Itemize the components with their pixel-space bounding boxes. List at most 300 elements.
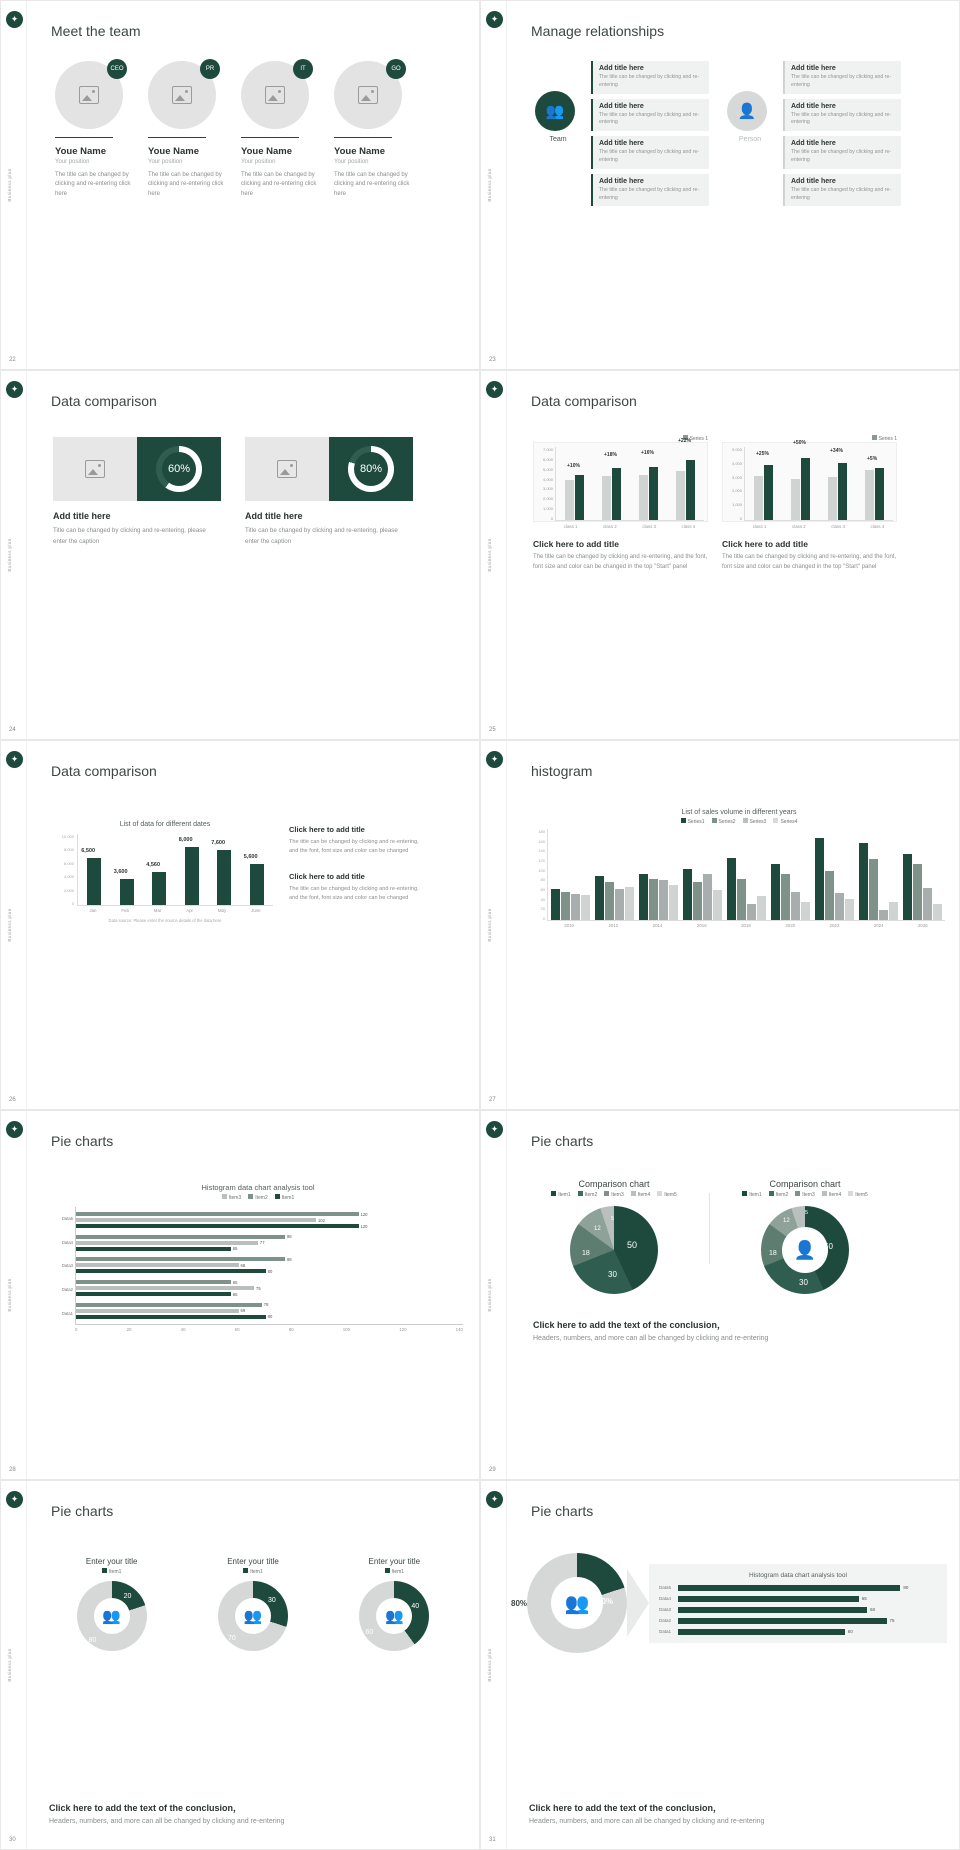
- pie-label: 60: [365, 1629, 374, 1636]
- slide-25[interactable]: [480, 370, 960, 740]
- y-tick: 0: [739, 515, 742, 521]
- y-tick: 120: [538, 857, 545, 863]
- slide-31[interactable]: [480, 1480, 960, 1850]
- team-member[interactable]: [55, 61, 138, 199]
- x-tick: 2020: [785, 923, 796, 928]
- sidebar-vertical-label: Business plan: [487, 908, 492, 942]
- relationship-card[interactable]: [591, 61, 709, 94]
- slide-22[interactable]: [0, 0, 480, 370]
- image-placeholder: [245, 437, 329, 501]
- pie-chart: [570, 1206, 658, 1294]
- y-tick: 4,000: [63, 874, 74, 880]
- chart-panel[interactable]: [649, 1564, 947, 1643]
- person-icon: 👤: [782, 1227, 828, 1273]
- row-label: Data2: [659, 1618, 672, 1623]
- card-title: Add title here: [599, 177, 644, 185]
- slide-title: Data comparison: [51, 763, 157, 779]
- chart-title: List of sales volume in different years: [681, 809, 797, 816]
- donut-chart: [329, 437, 413, 501]
- block-heading: Click here to add title: [289, 871, 365, 881]
- x-tick: 80: [288, 1327, 294, 1332]
- bar-label: 68: [870, 1607, 876, 1612]
- y-tick: 0: [71, 900, 74, 906]
- pie-label: 50: [824, 1242, 833, 1251]
- slide-sidebar: [481, 741, 507, 1109]
- x-tick: class 2: [792, 524, 806, 529]
- x-tick: 120: [399, 1327, 407, 1332]
- doughnut-chart: [359, 1581, 429, 1651]
- donut-label-right: 20%: [597, 1597, 614, 1606]
- logo-icon: ✦: [486, 11, 503, 28]
- logo-icon: ✦: [6, 11, 23, 28]
- pie-label: 12: [783, 1218, 790, 1224]
- people-icon: 👥: [94, 1598, 130, 1634]
- bar-label: 3,600: [113, 869, 128, 875]
- bar-label: 4,560: [146, 862, 161, 868]
- member-position: Your position: [55, 159, 90, 165]
- sidebar-vertical-label: Business plan: [7, 168, 12, 202]
- chart-title: Enter your title: [368, 1557, 421, 1566]
- team-member[interactable]: [334, 61, 417, 199]
- member-description: The title can be changed by clicking and re-entering click here: [55, 172, 131, 197]
- chart-panel[interactable]: [722, 433, 897, 572]
- x-tick: Apr: [186, 908, 194, 913]
- y-tick: Data3: [61, 1263, 73, 1269]
- block-heading: Click here to add title: [289, 825, 365, 834]
- x-tick: 2014: [652, 923, 663, 928]
- x-tick: 20: [126, 1327, 132, 1332]
- x-tick: Feb: [121, 908, 129, 913]
- caption-heading: Click here to add title: [533, 539, 619, 549]
- donut-percent: 80%: [359, 463, 383, 475]
- y-tick: 1,000: [731, 502, 742, 508]
- chart-title: Histogram data chart analysis tool: [749, 1571, 847, 1579]
- card-title: Add title here: [791, 65, 836, 72]
- x-tick: May: [217, 908, 227, 913]
- page-number: 27: [489, 1097, 496, 1103]
- y-tick: 160: [538, 838, 545, 844]
- y-tick: 5,000: [731, 447, 742, 452]
- block-text: The title can be changed by clicking and re-entering, and the font, font size and color can be changed: [289, 885, 419, 901]
- people-icon: 👥: [235, 1598, 271, 1634]
- logo-icon: ✦: [6, 1121, 23, 1138]
- sidebar-vertical-label: Business plan: [487, 1278, 492, 1312]
- sidebar-vertical-label: Business plan: [7, 1648, 12, 1682]
- conclusion-heading: Click here to add the text of the conclusion，: [49, 1803, 243, 1813]
- team-label: Team: [549, 136, 567, 143]
- slide-24[interactable]: [0, 370, 480, 740]
- slide-sidebar: [481, 1, 507, 369]
- y-tick: 140: [538, 848, 545, 854]
- member-description: The title can be changed by clicking and re-entering click here: [334, 172, 410, 197]
- chart-panel[interactable]: [57, 821, 273, 923]
- relationship-card[interactable]: [783, 61, 901, 94]
- slide-28[interactable]: [0, 1110, 480, 1480]
- chart-panel[interactable]: [525, 1179, 703, 1294]
- chart-title: Histogram data chart analysis tool: [201, 1183, 315, 1192]
- bar: [152, 872, 166, 905]
- bar: [764, 465, 773, 520]
- bar: [865, 470, 874, 520]
- role-badge: IT: [293, 59, 313, 79]
- card-text: The title can be changed by clicking and re-entering: [599, 111, 700, 126]
- bar: [686, 460, 695, 520]
- slide-27[interactable]: [480, 740, 960, 1110]
- bar: [678, 1618, 887, 1624]
- sidebar-vertical-label: Business plan: [487, 168, 492, 202]
- divider: [148, 137, 206, 138]
- conclusion-text: Headers, numbers, and more can all be changed by clicking and re-entering: [533, 1335, 769, 1342]
- sidebar-vertical-label: Business plan: [7, 538, 12, 572]
- slide-sidebar: [481, 1481, 507, 1849]
- chart-legend: Series1 Series2 Series3 Series4: [533, 818, 945, 825]
- pie-label: 80: [88, 1637, 97, 1644]
- row-label: Data1: [659, 1629, 672, 1634]
- caption-heading: Click here to add title: [722, 539, 808, 549]
- comparison-block: [245, 437, 413, 547]
- chart-title: Enter your title: [227, 1557, 279, 1566]
- bar-annotation: +25%: [756, 451, 769, 457]
- relationship-group-team: [535, 61, 709, 206]
- y-tick: 4,000: [731, 460, 742, 466]
- y-tick: 0: [542, 915, 545, 921]
- text-block: [289, 825, 429, 856]
- bar-label: 7,600: [211, 840, 226, 846]
- chart-panel[interactable]: [339, 1557, 449, 1651]
- chart-legend: Item1 Item2 Item3 Item4 Item5: [525, 1191, 703, 1198]
- y-tick: 6,000: [63, 860, 74, 866]
- sidebar-vertical-label: Business plan: [7, 908, 12, 942]
- divider: [334, 137, 392, 138]
- slide-sidebar: [481, 371, 507, 739]
- x-tick: class 4: [681, 524, 696, 529]
- relationship-card[interactable]: [591, 174, 709, 207]
- image-placeholder: [53, 437, 137, 501]
- people-icon: 👥: [551, 1577, 603, 1629]
- doughnut-chart: [218, 1581, 288, 1651]
- slide-26[interactable]: [0, 740, 480, 1110]
- bar: [678, 1596, 859, 1602]
- relationship-card[interactable]: [783, 136, 901, 169]
- card-text: The title can be changed by clicking and re-entering: [599, 186, 700, 201]
- page-number: 31: [489, 1837, 496, 1843]
- card-title: Add title here: [599, 140, 644, 148]
- pie-label: 18: [769, 1250, 777, 1257]
- chart-panel[interactable]: [57, 1557, 167, 1651]
- y-tick: Data4: [61, 1239, 73, 1245]
- conclusion-heading: Click here to add the text of the conclusion，: [533, 1320, 727, 1330]
- bar-annotation: +16%: [641, 450, 654, 456]
- x-tick: class 1: [563, 524, 578, 529]
- x-tick: class 1: [752, 524, 767, 529]
- pie-label: 30: [267, 1597, 276, 1604]
- bar-label: 60: [847, 1629, 853, 1634]
- comparison-block: [53, 437, 221, 547]
- logo-icon: ✦: [6, 751, 23, 768]
- pie-label: 70: [227, 1635, 236, 1642]
- chart-title: Comparison chart: [578, 1179, 650, 1189]
- y-tick: 40: [540, 896, 545, 902]
- bar-annotation: +34%: [830, 448, 843, 454]
- bar: [791, 479, 800, 520]
- x-tick: 140: [455, 1327, 463, 1332]
- card-text: The title can be changed by clicking and re-entering: [599, 74, 700, 88]
- bar: [120, 879, 134, 905]
- y-tick: Data5: [61, 1216, 73, 1222]
- slide-title: Data comparison: [531, 393, 637, 409]
- image-placeholder-icon: [265, 86, 285, 104]
- logo-icon: ✦: [6, 381, 23, 398]
- person-label: Person: [738, 136, 762, 143]
- slide-title: Pie charts: [531, 1133, 594, 1149]
- member-name: Youe Name: [148, 146, 200, 157]
- bar: [185, 847, 199, 905]
- bar: [678, 1629, 845, 1635]
- member-name: Youe Name: [55, 146, 107, 157]
- chart-panel[interactable]: [198, 1557, 308, 1651]
- chart-panel[interactable]: [533, 433, 708, 572]
- x-tick: 60: [234, 1327, 240, 1332]
- source-note: Data source: Please enter the source details of the data here: [108, 918, 222, 923]
- chart-legend: Series 1: [533, 435, 708, 442]
- pie-label: 30: [608, 1270, 617, 1279]
- slide-title: Pie charts: [51, 1133, 114, 1149]
- member-description: The title can be changed by clicking and re-entering click here: [241, 172, 317, 197]
- block-heading: Add title here: [245, 511, 303, 521]
- logo-icon: ✦: [486, 751, 503, 768]
- block-text: The title can be changed by clicking and re-entering, and the font, font size and color can be changed: [289, 839, 419, 854]
- block-heading: Add title here: [53, 511, 111, 521]
- chart-legend: Item3 Item2 Item1: [53, 1194, 463, 1201]
- relationship-card[interactable]: [783, 174, 901, 207]
- conclusion-text: Headers, numbers, and more can all be changed by clicking and re-entering: [49, 1818, 285, 1825]
- bar-annotation: +18%: [604, 452, 617, 458]
- slide-title: Pie charts: [51, 1503, 114, 1519]
- block-text: Title can be changed by clicking and re-entering, please enter the caption: [245, 527, 398, 545]
- x-tick: June: [251, 908, 261, 913]
- y-tick: 0: [550, 515, 553, 521]
- x-tick: 2026: [917, 923, 928, 928]
- bar-annotation: +50%: [793, 440, 806, 446]
- sidebar-vertical-label: Business plan: [487, 538, 492, 572]
- logo-icon: ✦: [486, 1121, 503, 1138]
- member-position: Your position: [241, 159, 276, 165]
- y-tick: 20: [540, 906, 545, 912]
- conclusion-heading: Click here to add the text of the conclusion，: [529, 1803, 723, 1813]
- pie-label: 5: [611, 1216, 615, 1222]
- bar-label: 65: [861, 1596, 867, 1601]
- image-placeholder-icon: [79, 86, 99, 104]
- avatar: [241, 61, 311, 131]
- y-tick: 3,000: [542, 486, 553, 492]
- avatar: [148, 61, 218, 131]
- relationship-card[interactable]: [591, 99, 709, 132]
- image-placeholder-icon: [172, 86, 192, 104]
- bar: [838, 463, 847, 520]
- logo-icon: ✦: [486, 381, 503, 398]
- bar-annotation: +10%: [567, 463, 580, 469]
- card-title: Add title here: [791, 177, 836, 185]
- slide-30[interactable]: [0, 1480, 480, 1850]
- people-icon: 👥: [376, 1598, 412, 1634]
- y-tick: 180: [538, 829, 545, 834]
- y-tick: 80: [540, 877, 545, 883]
- chart-legend: Series 1: [722, 435, 897, 442]
- bar: [602, 476, 611, 520]
- page-number: 24: [9, 727, 16, 733]
- member-description: The title can be changed by clicking and re-entering click here: [148, 172, 224, 197]
- card-title: Add title here: [599, 102, 644, 110]
- y-tick: Data2: [61, 1287, 73, 1293]
- image-placeholder-icon: [358, 86, 378, 104]
- bar: [217, 850, 231, 905]
- team-member[interactable]: [241, 61, 324, 199]
- role-badge: PR: [200, 59, 220, 79]
- slide-title: Pie charts: [531, 1503, 594, 1519]
- y-tick: Data1: [61, 1310, 73, 1316]
- donut-percent: 60%: [167, 463, 191, 475]
- chart-legend: Item1: [198, 1568, 308, 1575]
- x-tick: 0: [75, 1327, 78, 1332]
- page-number: 29: [489, 1467, 496, 1473]
- bar: [828, 477, 837, 520]
- row-label: Data3: [659, 1607, 672, 1612]
- x-tick: 2010: [564, 923, 574, 928]
- relationship-group-person: [727, 61, 901, 206]
- y-tick: 100: [538, 867, 545, 873]
- bar-annotation: +5%: [867, 456, 878, 462]
- y-tick: 5,000: [542, 466, 553, 472]
- logo-icon: ✦: [6, 1491, 23, 1508]
- logo-icon: ✦: [486, 1491, 503, 1508]
- y-tick: 7,000: [542, 447, 553, 452]
- slide-sidebar: [1, 1111, 27, 1479]
- chart-panel[interactable]: [533, 809, 945, 928]
- x-tick: 2024: [873, 923, 884, 928]
- x-tick: class 4: [870, 524, 885, 529]
- card-text: The title can be changed by clicking and re-entering: [791, 149, 892, 163]
- page-number: 28: [9, 1467, 16, 1473]
- pie-label: 50: [627, 1240, 638, 1250]
- bar-label: 8,000: [178, 837, 193, 843]
- doughnut-chart: [77, 1581, 147, 1651]
- member-name: Youe Name: [334, 146, 386, 157]
- x-tick: 2018: [741, 923, 751, 928]
- y-tick: 1,000: [542, 506, 553, 512]
- slide-sidebar: [1, 1, 27, 369]
- sidebar-vertical-label: Business plan: [7, 1278, 12, 1312]
- x-tick: class 3: [831, 524, 845, 529]
- page-number: 30: [9, 1837, 16, 1843]
- bar-label: 80: [903, 1585, 909, 1590]
- donut-label-left: 80%: [511, 1599, 528, 1608]
- role-badge: GO: [386, 59, 406, 79]
- x-tick: Mar: [153, 908, 162, 913]
- x-tick: 2016: [696, 923, 707, 928]
- x-tick: 100: [342, 1327, 351, 1332]
- avatar: [334, 61, 404, 131]
- donut-value: [156, 446, 202, 492]
- slide-sidebar: [1, 741, 27, 1109]
- y-tick: 2,000: [731, 488, 742, 494]
- bar: [754, 476, 763, 520]
- relationship-card[interactable]: [783, 99, 901, 132]
- pie-label: 18: [582, 1250, 590, 1257]
- x-tick: Jan: [89, 908, 97, 913]
- chart-panel[interactable]: [716, 1179, 894, 1294]
- y-tick: 2,000: [63, 887, 74, 893]
- doughnut-chart: [761, 1206, 849, 1294]
- bar-annotation: +22%: [678, 438, 691, 444]
- y-tick: 10,000: [61, 834, 74, 839]
- card-title: Add title here: [791, 140, 836, 148]
- team-member[interactable]: [148, 61, 231, 199]
- x-tick: class 3: [642, 524, 656, 529]
- block-text: Title can be changed by clicking and re-entering, please enter the caption: [53, 527, 206, 545]
- slide-sidebar: [1, 371, 27, 739]
- chart-panel[interactable]: Histogram data chart analysis tool Item3 Item2 Item1 Data5 Data4 Data3 Data2 Data1 120 102 120 88 77 65 88 68 80 65 75 65 78 69 80 0 20 40 60 80 100 120 140: [53, 1183, 463, 1332]
- bar-label: 6,500: [81, 848, 96, 854]
- bar: [875, 468, 884, 520]
- page-number: 26: [9, 1097, 16, 1103]
- card-title: Add title here: [599, 65, 644, 72]
- divider: [55, 137, 113, 138]
- donut-chart: [137, 437, 221, 501]
- divider: [241, 137, 299, 138]
- team-members: [55, 61, 479, 199]
- member-position: Your position: [148, 159, 183, 165]
- slide-title: Manage relationships: [531, 23, 665, 39]
- x-tick: 2022: [829, 923, 840, 928]
- chart-title: Enter your title: [85, 1557, 138, 1566]
- y-tick: 8,000: [63, 847, 74, 853]
- role-badge: CEO: [107, 59, 127, 79]
- card-text: The title can be changed by clicking and re-entering: [791, 111, 892, 126]
- x-tick: 2012: [608, 923, 619, 928]
- text-block: [289, 872, 429, 903]
- slide-sidebar: [1, 1481, 27, 1849]
- card-text: The title can be changed by clicking and re-entering: [791, 74, 892, 88]
- row-label: Data5: [659, 1585, 672, 1590]
- pie-label: 30: [799, 1278, 808, 1287]
- row-label: Data4: [659, 1596, 672, 1601]
- chart-title: Comparison chart: [769, 1179, 841, 1189]
- bar: [678, 1585, 900, 1591]
- bar: [87, 858, 101, 905]
- slide-title: histogram: [531, 763, 593, 779]
- slide-29[interactable]: [480, 1110, 960, 1480]
- x-tick: class 2: [603, 524, 617, 529]
- donut-value: [348, 446, 394, 492]
- page-number: 22: [9, 357, 16, 363]
- card-text: The title can be changed by clicking and re-entering: [599, 149, 700, 163]
- member-position: Your position: [334, 159, 369, 165]
- bar: [676, 471, 685, 520]
- page-number: 23: [489, 357, 496, 363]
- doughnut-chart: [511, 1553, 627, 1653]
- bar: [250, 864, 264, 905]
- slide-title: Meet the team: [51, 23, 141, 39]
- relationship-card[interactable]: [591, 136, 709, 169]
- bar: [575, 475, 584, 520]
- caption-text: The title can be changed by clicking and re-entering, and the font, font size and color can be changed in the top "Start" panel: [722, 554, 897, 570]
- slide-23[interactable]: [480, 0, 960, 370]
- slide-title: Data comparison: [51, 393, 157, 409]
- y-tick: 6,000: [542, 456, 553, 462]
- chart-legend: Item1: [57, 1568, 167, 1575]
- x-tick: 40: [180, 1327, 186, 1332]
- bar: [801, 458, 810, 520]
